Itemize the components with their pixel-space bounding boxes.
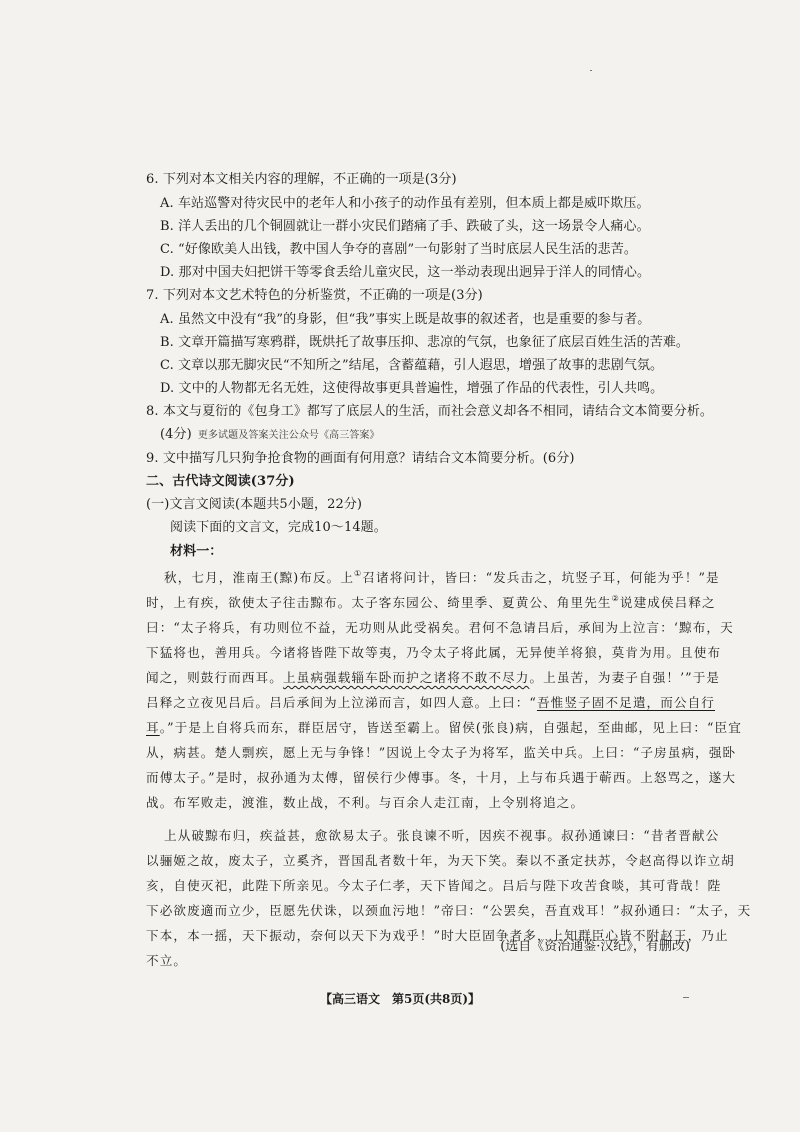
underlined-sentence: 吾惟竖子固不足遣，而公自行 (536, 695, 715, 710)
passage-line: 上从破黥布归，疾益甚，愈欲易太子。张良谏不听，因疾不视事。叔孙通谏曰：“昔者晋献公 (164, 828, 720, 843)
question-6-option-b: B. 洋人丢出的几个铜圆就让一群小灾民们踏痛了手、跌破了头，这一场景令人痛心。 (160, 219, 650, 234)
passage-text: 召诸将问计，皆曰：“发兵击之，坑竖子耳，何能为乎！”是 (362, 570, 720, 585)
passage-line (146, 670, 720, 686)
question-7-option-c: C. 文章以那无脚灾民“不知所之”结尾，含蓄蕴藉，引人遐思，增强了故事的悲剧气氛。 (160, 358, 664, 373)
material-label: 材料一： (170, 544, 223, 559)
question-6-option-c: C. “好像欧美人出钱，教中国人争夺的喜剧”一句影射了当时底层人民生活的悲苦。 (160, 242, 637, 257)
passage-text: 。上虽苦，为妻子自强！’”于是 (529, 670, 721, 685)
wavy-underlined-sentence: 上虽病强载辎车卧而护之诸将不敢不尽力 (282, 670, 530, 685)
scan-speck (590, 70, 592, 71)
footnote-mark-2: ② (611, 594, 620, 603)
passage-line: 下必欲废適而立少，臣愿先伏诛，以颈血污地！”帝曰：“公罢矣，吾直戏耳！”叔孙通曰：“太子，天 (146, 903, 752, 918)
question-8-stem: 8. 本文与夏衍的《包身工》都写了底层人的生活，而社会意义却各不相同，请结合文本简要分析。 (146, 404, 714, 419)
question-7-option-d: D. 文中的人物都无名无姓，这使得故事更具普遍性，增强了作品的代表性，引人共鸣。 (160, 381, 664, 396)
page-footer: 【高三语文 第5页(共8页)】 (319, 992, 481, 1006)
section-2-title: 二、古代诗文阅读(37分) (146, 474, 295, 489)
passage-text: 闻之，则鼓行而西耳。 (146, 670, 283, 685)
passage-line (146, 695, 715, 711)
passage-text: 吕释之立夜见吕后。吕后承间为上泣涕而言，如四人意。上曰：“ (146, 695, 537, 710)
question-6-stem: 6. 下列对本文相关内容的理解，不正确的一项是(3分) (146, 172, 457, 187)
reading-instruction: 阅读下面的文言文，完成10～14题。 (170, 520, 387, 535)
question-7-option-b: B. 文章开篇描写寒鸦群，既烘托了故事压抑、悲凉的气氛，也象征了底层百姓生活的苦难。 (160, 335, 690, 350)
passage-text: 。”于是上自将兵而东，群臣居守，皆送至霸上。留侯(张良)病，自强起，至曲邮，见上曰：“臣宜 (159, 720, 742, 735)
passage-line: 战。布军败走，渡淮，数止战，不利。与百余人走江南，上令别将追之。 (146, 795, 585, 810)
passage-source: (选自《资治通鉴·汉纪》，有删改) (500, 939, 690, 954)
question-9-stem: 9. 文中描写几只狗争抢食物的画面有何用意？请结合文本简要分析。(6分) (146, 451, 575, 466)
passage-line: 曰：“太子将兵，有功则位不益，无功则从此受祸矣。君何不急请吕后，承间为上泣言：‘黥布，天 (146, 620, 734, 635)
passage-line: 从，病甚。楚人剽疾，愿上无与争锋！”因说上令太子为将军，监关中兵。上曰：“子房虽病，强卧 (146, 745, 737, 760)
question-6-option-d: D. 那对中国夫妇把饼干等零食丢给儿童灾民，这一举动表现出迥异于洋人的同情心。 (160, 265, 651, 280)
passage-line: 而傅太子。”是时，叔孙通为太傅，留侯行少傅事。冬，十月，上与布兵遇于蕲西。上怒骂之，遂大 (146, 770, 737, 785)
passage-text: 秋，七月，淮南王(黥)布反。上 (164, 570, 355, 585)
question-8-score: (4分) (160, 427, 192, 442)
passage-line (146, 595, 716, 611)
passage-text: 说建成侯吕释之 (619, 595, 716, 610)
passage-line: 不立。 (146, 953, 188, 968)
passage-line: 以骊姬之故，废太子，立奚齐，晋国乱者数十年，为天下笑。秦以不蚤定扶苏，令赵高得以诈立胡 (146, 853, 735, 868)
question-7-stem: 7. 下列对本文艺术特色的分析鉴赏，不正确的一项是(3分) (146, 288, 483, 303)
passage-line (146, 720, 742, 736)
question-6-option-a: A. 车站巡警对待灾民中的老年人和小孩子的动作虽有差别，但本质上都是威吓欺压。 (160, 196, 650, 211)
question-8-score-line (160, 427, 380, 444)
passage-line (164, 570, 720, 586)
subsection-title: (一)文言文阅读(本题共5小题，22分) (146, 497, 363, 512)
footnote-mark-1: ① (354, 569, 363, 578)
promo-text: 更多试题及答案关注公众号《高三答案》 (197, 430, 380, 441)
passage-line: 下猛将也，善用兵。今诸将皆陛下故等夷，乃令太子将此属，无异使羊将狼，莫肯为用。且使布 (146, 645, 722, 660)
question-7-option-a: A. 虽然文中没有“我”的身影，但“我”事实上既是故事的叙述者，也是重要的参与者。 (160, 312, 651, 327)
underlined-sentence-end: 耳 (146, 720, 160, 735)
passage-text: 时，上有疾，欲使太子往击黥布。太子客东园公、绮里季、夏黄公、角里先生 (146, 595, 612, 610)
scan-speck (683, 997, 689, 998)
passage-line: 亥，自使灭祀，此陛下所亲见。今太子仁孝，天下皆闻之。吕后与陛下攻苦食啖，其可背哉！陛 (146, 878, 722, 893)
passage-line: 下本，本一摇，天下振动，奈何以天下为戏乎！”时大臣固争者多，上知群臣心皆不附赵王，乃止 (146, 928, 729, 943)
